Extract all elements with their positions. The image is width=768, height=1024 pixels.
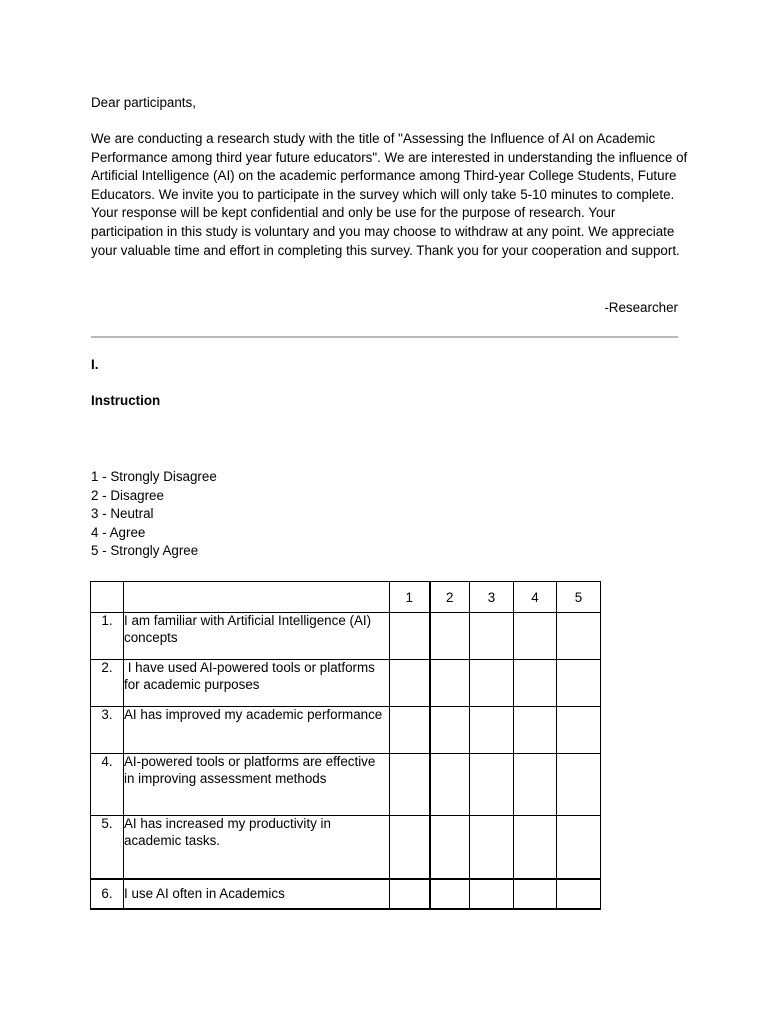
section-number: I. [91, 357, 99, 372]
rating-cell-3[interactable] [470, 707, 514, 754]
scale-item: 2 - Disagree [91, 487, 164, 503]
header-number-cell [91, 582, 124, 613]
rating-cell-3[interactable] [470, 660, 514, 707]
table-row [91, 660, 601, 707]
rating-cell-4[interactable] [514, 879, 557, 909]
table-row [91, 816, 601, 879]
table-header-row [91, 582, 601, 613]
rating-cell-2[interactable] [430, 613, 470, 660]
rating-cell-2[interactable] [430, 879, 470, 909]
rating-cell-1[interactable] [390, 660, 430, 707]
section-divider [91, 336, 678, 338]
rating-cell-2[interactable] [430, 754, 470, 816]
scale-item: 3 - Neutral [91, 506, 154, 522]
item-number: 6. [91, 879, 124, 909]
scale-item: 4 - Agree [91, 524, 146, 540]
item-statement: I use AI often in Academics [124, 879, 390, 909]
item-number: 2. [91, 660, 124, 707]
rating-cell-1[interactable] [390, 879, 430, 909]
rating-cell-5[interactable] [557, 879, 601, 909]
rating-cell-1[interactable] [390, 816, 430, 879]
instruction-heading: Instruction [91, 393, 161, 408]
rating-cell-5[interactable] [557, 707, 601, 754]
scale-item: 1 - Strongly Disagree [91, 469, 217, 484]
rating-cell-5[interactable] [557, 660, 601, 707]
rating-cell-5[interactable] [557, 754, 601, 816]
item-number: 4. [91, 754, 124, 816]
rating-header-4: 4 [514, 582, 557, 613]
table-row [91, 879, 601, 909]
rating-cell-2[interactable] [430, 816, 470, 879]
item-statement: AI-powered tools or platforms are effective in improving assessment methods [124, 754, 390, 816]
rating-cell-5[interactable] [557, 613, 601, 660]
rating-cell-1[interactable] [390, 707, 430, 754]
survey-table [90, 581, 601, 910]
rating-cell-1[interactable] [390, 613, 430, 660]
rating-header-5: 5 [557, 582, 601, 613]
rating-cell-4[interactable] [514, 660, 557, 707]
item-statement: AI has improved my academic performance [124, 707, 390, 754]
item-number: 1. [91, 613, 124, 660]
item-statement: I am familiar with Artificial Intelligence (AI) concepts [124, 613, 390, 660]
letter-body: We are conducting a research study with the title of "Assessing the Influence of AI on Academic Performance among third year future educators". We are interested in understanding the influence of Artificial Intelligence (AI) on the academic performance among Third-year College Students, Future Educators. We invite you to participate in the survey which will only take 5-10 minutes to complete. Your response will be kept confidential and only be use for the purpose of research. Your participation in this study is voluntary and you may choose to withdraw at any point. We appreciate your valuable time and effort in completing this survey. Thank you for your cooperation and support. [91, 131, 688, 258]
rating-header-2: 2 [430, 582, 470, 613]
rating-scale-legend [91, 468, 217, 561]
letter-signoff: -Researcher [604, 300, 678, 315]
item-number: 3. [91, 707, 124, 754]
rating-cell-2[interactable] [430, 707, 470, 754]
rating-cell-4[interactable] [514, 816, 557, 879]
rating-cell-4[interactable] [514, 707, 557, 754]
rating-header-3: 3 [470, 582, 514, 613]
rating-header-1: 1 [390, 582, 430, 613]
item-statement: I have used AI-powered tools or platforms for academic purposes [124, 660, 390, 707]
rating-cell-3[interactable] [470, 613, 514, 660]
header-statement-cell [124, 582, 390, 613]
rating-cell-4[interactable] [514, 613, 557, 660]
rating-cell-3[interactable] [470, 816, 514, 879]
rating-cell-1[interactable] [390, 754, 430, 816]
item-number: 5. [91, 816, 124, 879]
rating-cell-3[interactable] [470, 879, 514, 909]
scale-item: 5 - Strongly Agree [91, 543, 199, 559]
table-row [91, 613, 601, 660]
rating-cell-3[interactable] [470, 754, 514, 816]
rating-cell-4[interactable] [514, 754, 557, 816]
table-row [91, 707, 601, 754]
item-statement: AI has increased my productivity in academic tasks. [124, 816, 390, 879]
table-row [91, 754, 601, 816]
rating-cell-5[interactable] [557, 816, 601, 879]
rating-cell-2[interactable] [430, 660, 470, 707]
letter-greeting: Dear participants, [91, 95, 196, 110]
